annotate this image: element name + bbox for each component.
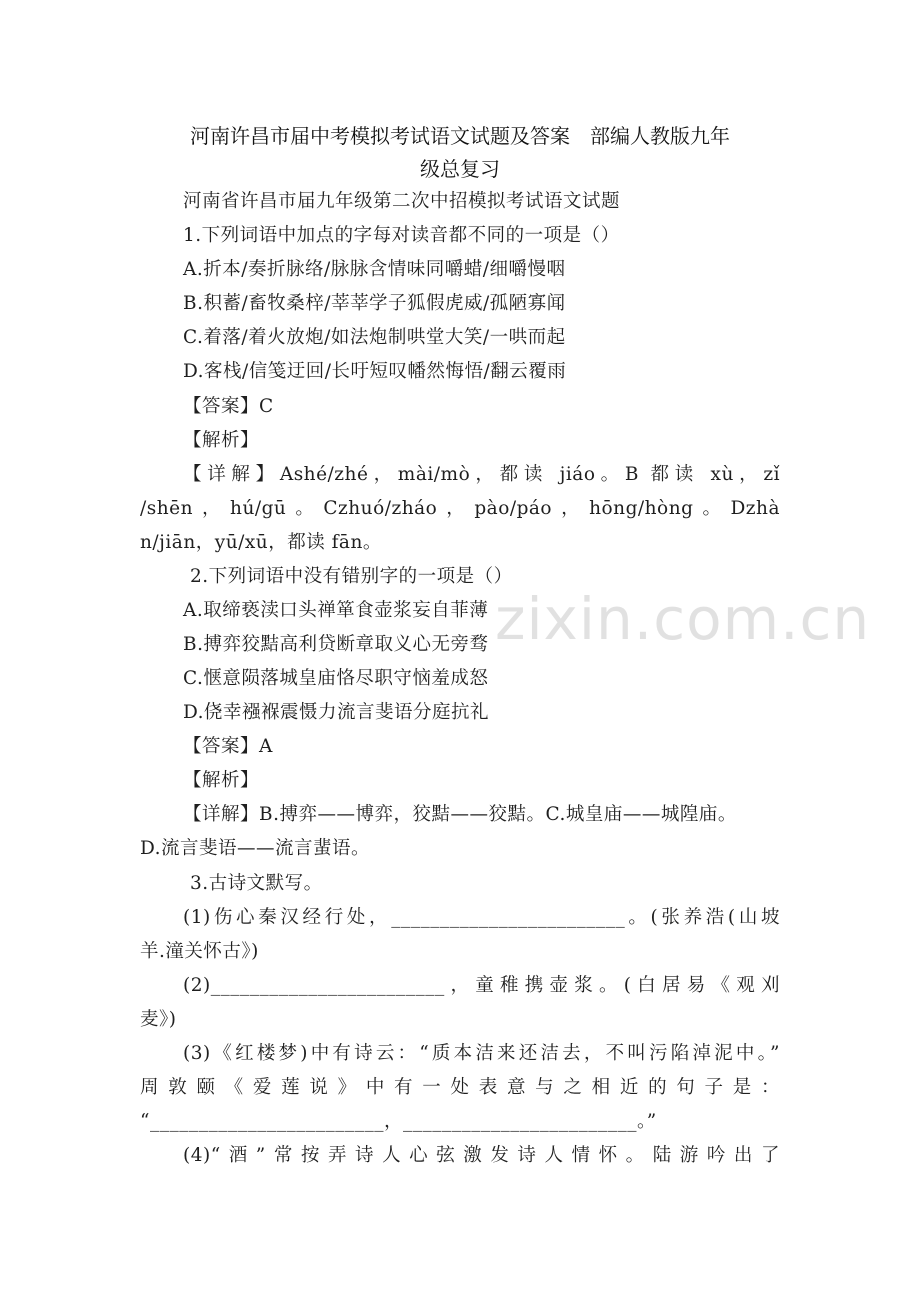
q1-answer: 【答案】C (183, 396, 274, 417)
q3-item3-line1: (3)《红楼梦)中有诗云：“质本洁来还洁去，不叫污陷淖泥中。” (183, 1043, 780, 1064)
q1-detail-line1: 【详解】Ashé/zhé，mài/mò，都读 jiáo。B 都读 xù，zǐ (183, 464, 780, 485)
q2-option-b: B.搏弈狡黠高利贷断章取义心无旁骛 (183, 634, 489, 655)
q2-answer: 【答案】A (183, 736, 273, 757)
q1-option-d: D.客栈/信笺迂回/长吁短叹幡然悔悟/翻云覆雨 (183, 361, 567, 382)
watermark: zixin.com.cn (495, 585, 871, 653)
q3-item2-line1: (2)________________________，童稚携壶浆。(白居易《观刈 (183, 975, 780, 996)
q2-stem: 2.下列词语中没有错别字的一项是（） (190, 566, 513, 587)
q1-stem: 1.下列词语中加点的字每对读音都不同的一项是（） (183, 225, 620, 246)
q3-item2-line2: 麦》) (140, 1009, 177, 1030)
q3-item1-line2: 羊.潼关怀古》) (140, 941, 259, 962)
q1-option-b: B.积蓄/畜牧桑梓/莘莘学子狐假虎威/孤陋寡闻 (183, 293, 566, 314)
q2-option-a: A.取缔亵渎口头禅箪食壶浆妄自菲薄 (183, 600, 489, 621)
q2-detail-line2: D.流言斐语——流言蜚语。 (140, 838, 371, 859)
q2-option-d: D.侥幸襁褓震慑力流言斐语分庭抗礼 (183, 702, 490, 723)
q3-item3-line3: “________________________，________________________。” (140, 1111, 657, 1132)
q2-option-c: C.惬意陨落城皇庙恪尽职守恼羞成怒 (183, 668, 489, 689)
q1-option-a: A.折本/奏折脉络/脉脉含情味同嚼蜡/细嚼慢咽 (183, 259, 566, 280)
q3-item1-line1: (1)伤心秦汉经行处，________________________。(张养浩(山坡 (183, 907, 780, 928)
q1-detail-line2: /shēn，hú/gū。Czhuó/zháo，pào/páo，hōng/hòng。Dzhà (140, 498, 780, 519)
doc-title-line1: 河南许昌市届中考模拟考试语文试题及答案 部编人教版九年 (190, 124, 730, 148)
q3-item3-line2: 周敦颐《爱莲说》中有一处表意与之相近的句子是： (140, 1077, 780, 1098)
q1-option-c: C.着落/着火放炮/如法炮制哄堂大笑/一哄而起 (183, 327, 566, 348)
q3-item4-line1: (4)“酒”常按弄诗人心弦激发诗人情怀。陆游吟出了 (183, 1145, 780, 1166)
doc-title-line2: 级总复习 (420, 157, 500, 181)
q1-detail-line3: n/jiān，yū/xū，都读 fān。 (140, 532, 382, 553)
q2-analysis-label: 【解析】 (183, 770, 260, 791)
doc-subtitle: 河南省许昌市届九年级第二次中招模拟考试语文试题 (183, 191, 621, 212)
q3-stem: 3.古诗文默写。 (190, 873, 323, 894)
q2-detail-line1: 【详解】B.搏弈——博弈，狡黠——狡黠。C.城皇庙——城隍庙。 (183, 804, 737, 825)
q1-analysis-label: 【解析】 (183, 430, 260, 451)
